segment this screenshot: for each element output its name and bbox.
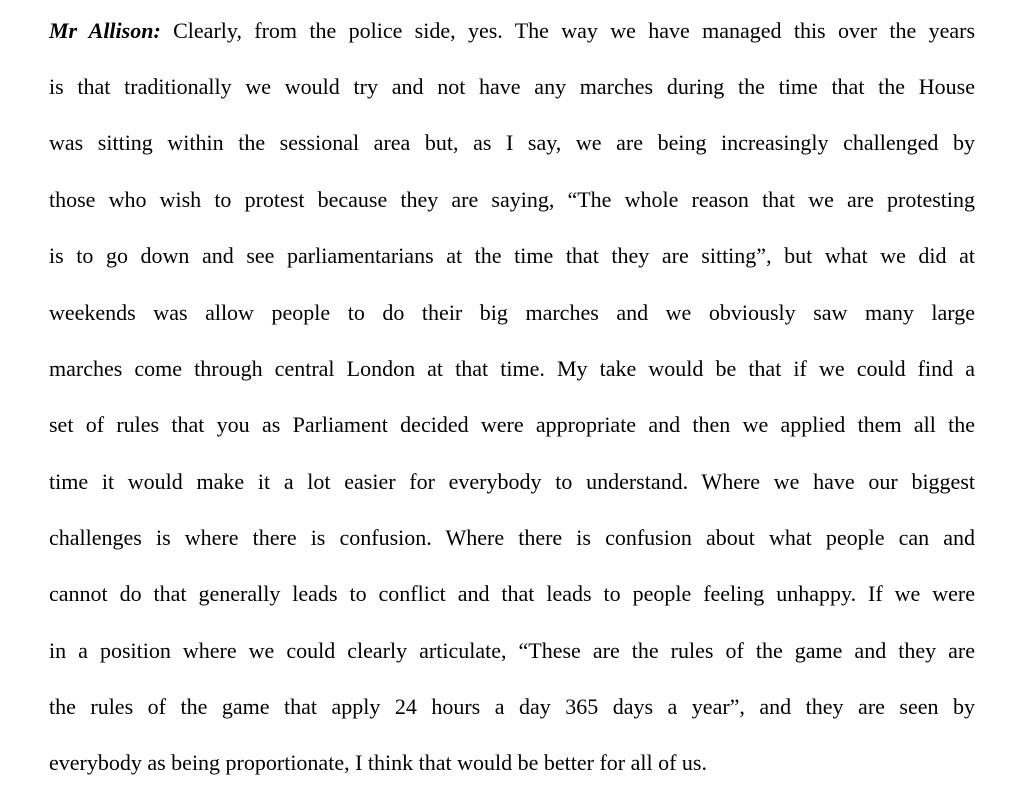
paragraph-line-4: those who wish to protest because they are saying, “The whole reason that we are protesting [49, 187, 975, 212]
paragraph-line-2: is that traditionally we would try and not have any marches during the time that the House [49, 74, 975, 99]
paragraph-line-6: weekends was allow people to do their big marches and we obviously saw many large [49, 300, 975, 325]
paragraph-line-9: time it would make it a lot easier for everybody to understand. Where we have our biggest [49, 469, 975, 494]
paragraph-line-12: in a position where we could clearly articulate, “These are the rules of the game and they are [49, 638, 975, 663]
paragraph-line-1 [49, 18, 975, 44]
paragraph-line-14: everybody as being proportionate, I think that would be better for all of us. [49, 750, 707, 775]
speaker-name: Mr Allison: [49, 18, 161, 43]
paragraph-line-10: challenges is where there is confusion. Where there is confusion about what people can and [49, 525, 975, 550]
line-text: Clearly, from the police side, yes. The way we have managed this over the years [173, 18, 976, 43]
paragraph-line-8: set of rules that you as Parliament decided were appropriate and then we applied them all the [49, 412, 975, 437]
paragraph-line-7: marches come through central London at that time. My take would be that if we could find a [49, 356, 975, 381]
paragraph-line-13: the rules of the game that apply 24 hours a day 365 days a year”, and they are seen by [49, 694, 975, 719]
paragraph-line-3: was sitting within the sessional area but, as I say, we are being increasingly challenged by [49, 130, 975, 155]
paragraph-line-5: is to go down and see parliamentarians at the time that they are sitting”, but what we did at [49, 243, 975, 268]
paragraph-line-11: cannot do that generally leads to conflict and that leads to people feeling unhappy. If we were [49, 581, 975, 606]
